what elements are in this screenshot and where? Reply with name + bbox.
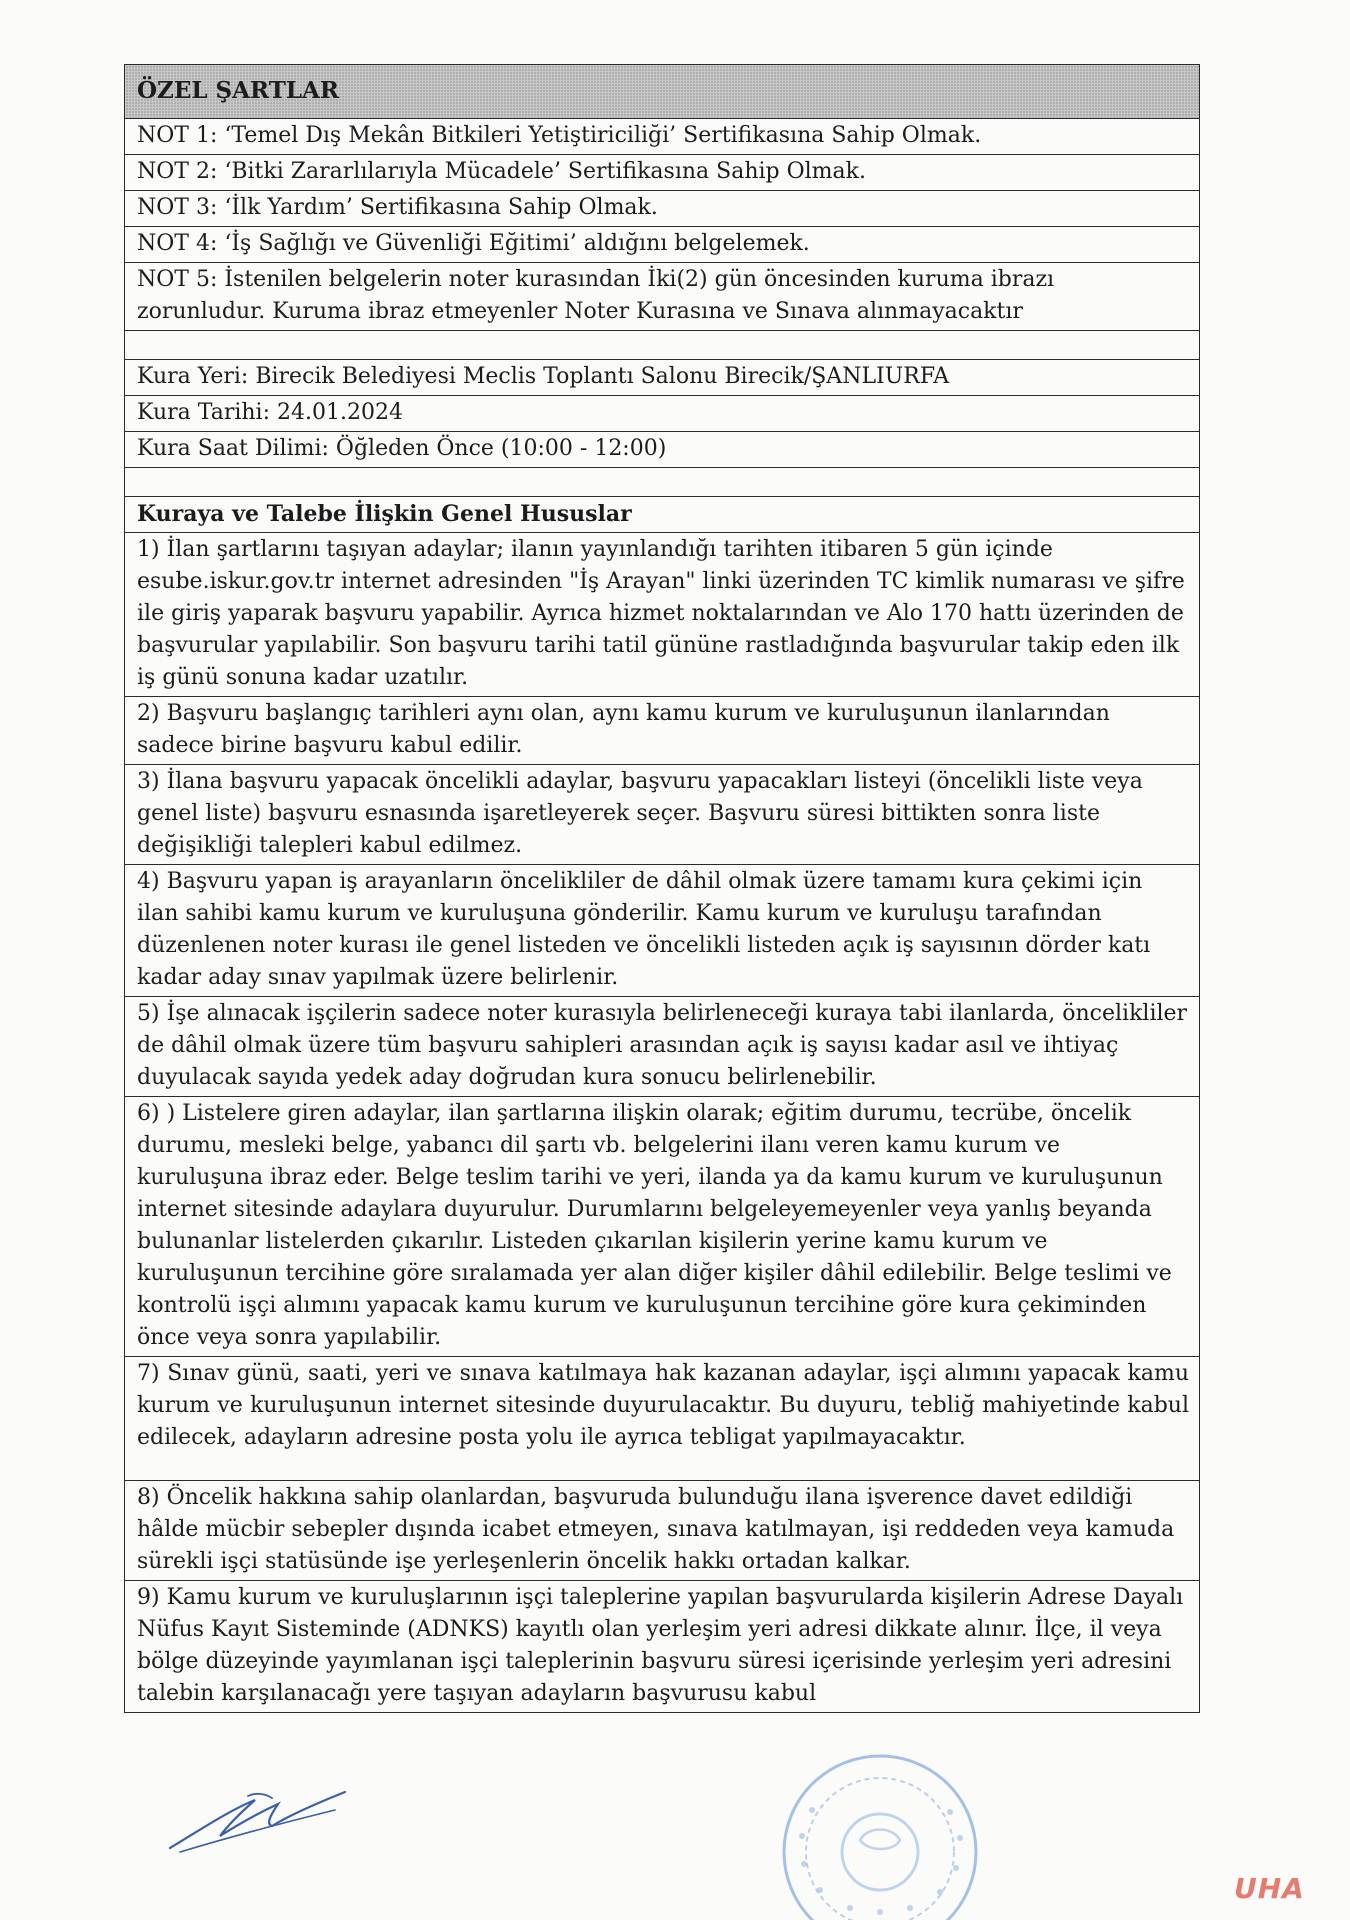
note-5: NOT 5: İstenilen belgelerin noter kurasından İki(2) gün öncesinden kuruma ibrazı zorunludur. Kuruma ibraz etmeyenler Noter Kurasına ve Sınava alınmayacaktır [125,263,1200,331]
signature [160,1770,360,1860]
item-4: 4) Başvuru yapan iş arayanların öncelikliler de dâhil olmak üzere tamamı kura çekimi için ilan sahibi kamu kurum ve kuruluşuna gönderilir. Kamu kurum ve kuruluşu tarafından düzenlenen noter kurası ile genel listeden ve öncelikli listeden açık iş sayısının dörder katı kadar aday sınav yapılmak üzere belirlenir. [125,865,1200,997]
item-3: 3) İlana başvuru yapacak öncelikli adaylar, başvuru yapacakları listeyi (öncelikli liste veya genel liste) başvuru esnasında işaretleyerek seçer. Başvuru süresi bittikten sonra liste değişikliği talepleri kabul edilmez. [125,765,1200,865]
kura-tarihi: Kura Tarihi: 24.01.2024 [125,396,1200,432]
uha-watermark: UHA [1234,1872,1305,1905]
general-terms-title: Kuraya ve Talebe İlişkin Genel Hususlar [125,497,1200,533]
kura-saat-dilimi: Kura Saat Dilimi: Öğleden Önce (10:00 - 12:00) [125,432,1200,468]
item-2: 2) Başvuru başlangıç tarihleri aynı olan, aynı kamu kurum ve kuruluşunun ilanlarından sadece birine başvuru kabul edilir. [125,697,1200,765]
empty-row [125,331,1200,360]
item-8: 8) Öncelik hakkına sahip olanlardan, başvuruda bulunduğu ilana işverence davet edildiği hâlde mücbir sebepler dışında icabet etmeyen, sınava katılmayan, işi reddeden veya kamuda sürekli işçi statüsünde işe yerleşenlerin öncelik hakkı ortadan kalkar. [125,1481,1200,1581]
note-3: NOT 3: ‘İlk Yardım’ Sertifikasına Sahip Olmak. [125,191,1200,227]
section-header-ozel-sartlar: ÖZEL ŞARTLAR [125,65,1200,119]
item-6: 6) ) Listelere giren adaylar, ilan şartlarına ilişkin olarak; eğitim durumu, tecrübe, öncelik durumu, mesleki belge, yabancı dil şartı vb. belgelerini ilanı veren kamu kurum ve kuruluşuna ibraz eder. Belge teslim tarihi ve yeri, ilanda ya da kamu kurum ve kuruluşunun internet sitesinde adaylara duyurulur. Durumlarını belgeleyemeyenler veya yanlış beyanda bulunanlar listelerden çıkarılır. Listeden çıkarılan kişilerin yerine kamu kurum ve kuruluşunun tercihine göre sıralamada yer alan diğer kişiler dâhil edilebilir. Belge teslimi ve kontrolü işçi alımını yapacak kamu kurum ve kuruluşunun tercihine göre kura çekiminden önce veya sonra yapılabilir. [125,1097,1200,1357]
item-7: 7) Sınav günü, saati, yeri ve sınava katılmaya hak kazanan adaylar, işçi alımını yapacak kamu kurum ve kuruluşunun internet sitesinde duyurulacaktır. Bu duyuru, tebliğ mahiyetinde kabul edilecek, adayların adresine posta yolu ile ayrıca tebligat yapılmayacaktır. [125,1357,1200,1481]
item-5: 5) İşe alınacak işçilerin sadece noter kurasıyla belirleneceği kuraya tabi ilanlarda, öncelikliler de dâhil olmak üzere tüm başvuru sahipleri arasından açık iş sayısı kadar asıl ve ihtiyaç duyulacak sayıda yedek aday doğrudan kura sonucu belirlenebilir. [125,997,1200,1097]
item-1: 1) İlan şartlarını taşıyan adaylar; ilanın yayınlandığı tarihten itibaren 5 gün içinde esube.iskur.gov.tr internet adresinden "İş Arayan" linki üzerinden TC kimlik numarası ve şifre ile giriş yaparak başvuru yapabilir. Ayrıca hizmet noktalarından ve Alo 170 hattı üzerinden de başvurular yapılabilir. Son başvuru tarihi tatil gününe rastladığında başvurular takip eden ilk iş günü sonuna kadar uzatılır. [125,533,1200,697]
item-9: 9) Kamu kurum ve kuruluşlarının işçi taleplerine yapılan başvurularda kişilerin Adrese Dayalı Nüfus Kayıt Sisteminde (ADNKS) kayıtlı olan yerleşim yeri adresi dikkate alınır. İlçe, il veya bölge düzeyinde yayımlanan işçi taleplerinin başvuru süresi içerisinde yerleşim yeri adresini talebin karşılanacağı yere taşıyan adayların başvurusu kabul [125,1581,1200,1713]
conditions-table [124,64,1200,1713]
kura-yeri: Kura Yeri: Birecik Belediyesi Meclis Toplantı Salonu Birecik/ŞANLIURFA [125,360,1200,396]
note-2: NOT 2: ‘Bitki Zararlılarıyla Mücadele’ Sertifikasına Sahip Olmak. [125,155,1200,191]
empty-row [125,468,1200,497]
note-1: NOT 1: ‘Temel Dış Mekân Bitkileri Yetiştiriciliği’ Sertifikasına Sahip Olmak. [125,119,1200,155]
note-4: NOT 4: ‘İş Sağlığı ve Güvenliği Eğitimi’ aldığını belgelemek. [125,227,1200,263]
official-stamp [750,1740,1000,1920]
